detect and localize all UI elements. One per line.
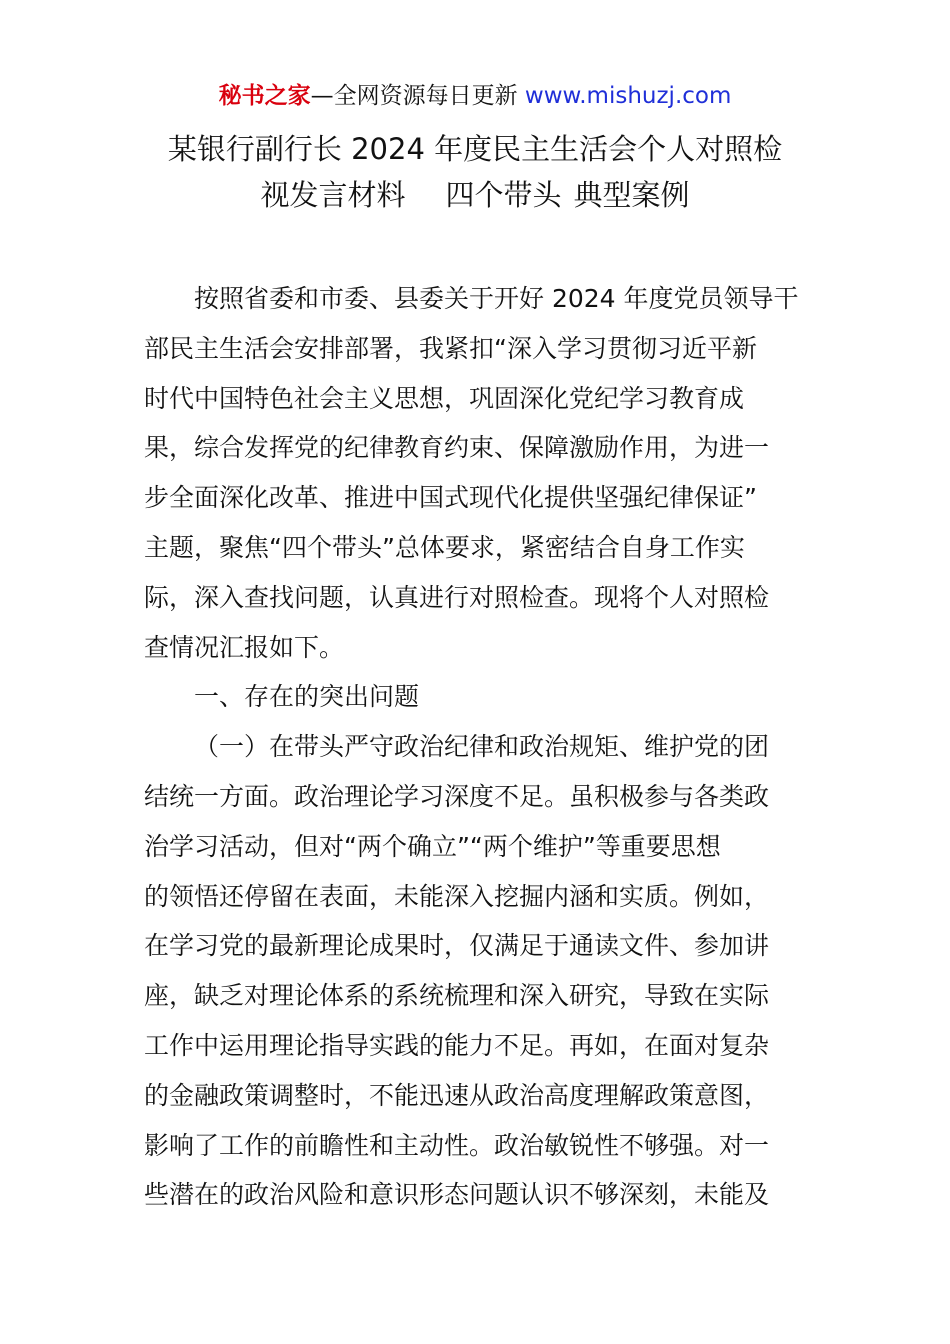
title-part-b: 四个带头 bbox=[445, 178, 562, 212]
document-title bbox=[120, 126, 830, 218]
title-part-c: 典型案例 bbox=[573, 178, 690, 212]
paragraph-line: 查情况汇报如下。 bbox=[144, 632, 345, 662]
paragraph-line: 按照省委和市委、县委关于开好 2024 年度党员领导干 bbox=[194, 284, 799, 313]
paragraph-line: 影响了工作的前瞻性和主动性。政治敏锐性不够强。对一 bbox=[144, 1130, 770, 1160]
site-url[interactable]: www.mishuzj.com bbox=[524, 83, 732, 109]
paragraph-line: 些潜在的政治风险和意识形态问题认识不够深刻，未能及 bbox=[144, 1180, 770, 1210]
header-tagline: —全网资源每日更新 bbox=[310, 83, 525, 109]
paragraph-line: 际，深入查找问题，认真进行对照检查。现将个人对照检 bbox=[144, 582, 770, 612]
paragraph-line: 步全面深化改革、推进中国式现代化提供坚强纪律保证” bbox=[144, 483, 757, 513]
paragraph-line: 果，综合发挥党的纪律教育约束、保障激励作用，为进一 bbox=[144, 433, 770, 463]
brand-name: 秘书之家 bbox=[218, 83, 311, 109]
paragraph-line: 部民主生活会安排部署，我紧扣“深入学习贯彻习近平新 bbox=[144, 333, 757, 363]
paragraph-line: 座，缺乏对理论体系的系统梳理和深入研究，导致在实际 bbox=[144, 981, 770, 1011]
paragraph-line: 时代中国特色社会主义思想，巩固深化党纪学习教育成 bbox=[144, 383, 745, 413]
site-header bbox=[0, 80, 950, 112]
paragraph-line: （一）在带头严守政治纪律和政治规矩、维护党的团 bbox=[194, 732, 770, 762]
section-heading: 一、存在的突出问题 bbox=[194, 682, 420, 712]
paragraph-line: 治学习活动，但对“两个确立”“两个维护”等重要思想 bbox=[144, 831, 721, 861]
paragraph-line: 结统一方面。政治理论学习深度不足。虽积极参与各类政 bbox=[144, 781, 770, 811]
paragraph-line: 在学习党的最新理论成果时，仅满足于通读文件、参加讲 bbox=[144, 931, 770, 961]
title-line-1: 某银行副行长 2024 年度民主生活会个人对照检 bbox=[167, 132, 783, 166]
paragraph-line: 主题，聚焦“四个带头”总体要求，紧密结合自身工作实 bbox=[144, 532, 745, 562]
paragraph-line: 的金融政策调整时，不能迅速从政治高度理解政策意图， bbox=[144, 1080, 770, 1110]
paragraph-line: 工作中运用理论指导实践的能力不足。再如，在面对复杂 bbox=[144, 1030, 770, 1060]
body-text bbox=[144, 274, 824, 1220]
title-part-a: 视发言材料 bbox=[260, 178, 406, 212]
paragraph-line: 的领悟还停留在表面，未能深入挖掘内涵和实质。例如， bbox=[144, 881, 770, 911]
title-line-2 bbox=[120, 172, 830, 218]
